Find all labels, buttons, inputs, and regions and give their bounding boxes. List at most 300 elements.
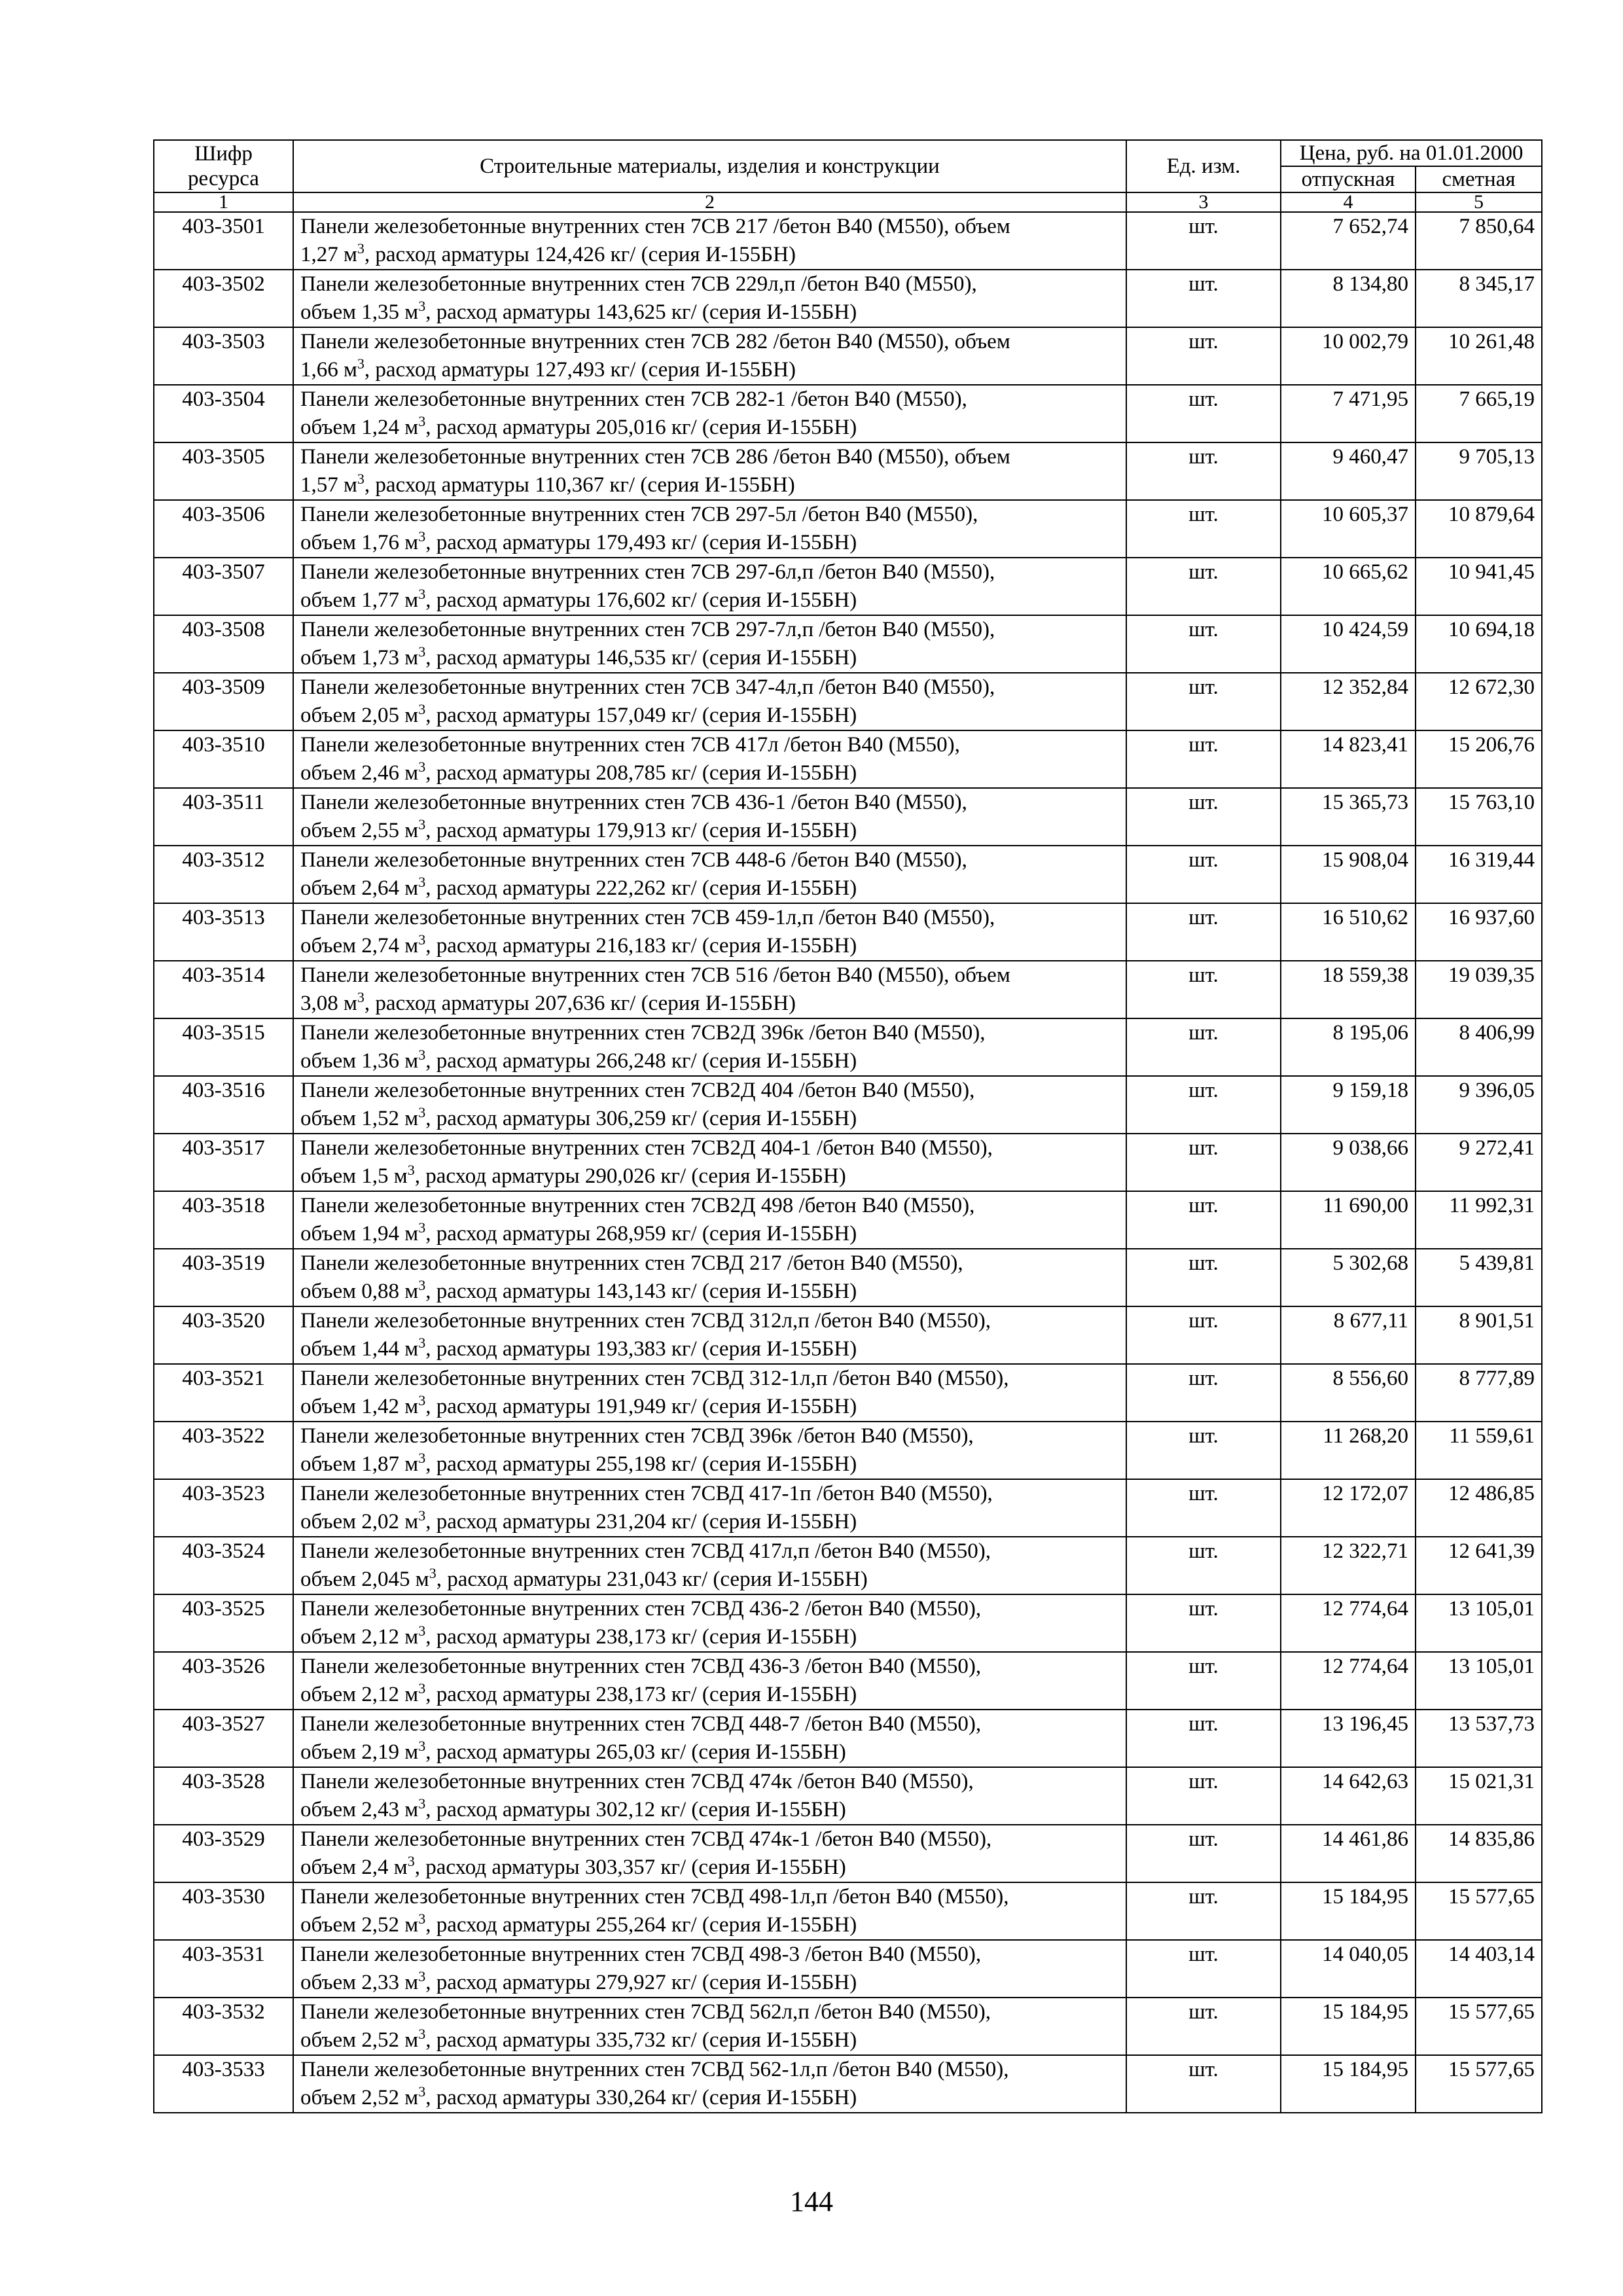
volume-text: 3,08 м [300,992,357,1015]
resource-code: 403-3503 [154,327,293,385]
estimate-price: 8 406,99 [1416,1018,1542,1076]
estimate-price: 9 272,41 [1416,1134,1542,1191]
table-row [154,1767,1542,1825]
estimate-price: 15 206,76 [1416,730,1542,788]
table-row [154,1076,1542,1134]
resource-code: 403-3529 [154,1825,293,1882]
material-description [293,615,1126,673]
reinforcement-text: , расход арматуры 238,173 кг/ (серия И-155БН) [425,1683,857,1706]
cube-superscript: 3 [357,989,365,1005]
material-description [293,1652,1126,1710]
cube-superscript: 3 [418,931,426,948]
volume-text: объем 1,44 м [300,1337,419,1361]
release-price: 8 134,80 [1281,270,1416,327]
table-row [154,788,1542,846]
description-line: Панели железобетонные внутренних стен 7СВ2Д 396к /бетон В40 (М550), [300,1021,986,1045]
unit-cell: шт. [1126,270,1281,327]
cube-superscript: 3 [418,1277,426,1293]
release-price: 12 774,64 [1281,1594,1416,1652]
resource-code: 403-3507 [154,558,293,615]
table-row [154,1191,1542,1249]
table-row [154,212,1542,270]
cube-superscript: 3 [418,1392,426,1408]
table-row [154,1306,1542,1364]
reinforcement-text: , расход арматуры 302,12 кг/ (серия И-155БН) [425,1798,846,1821]
unit-cell: шт. [1126,1710,1281,1767]
description-line: Панели железобетонные внутренних стен 7СВД 498-3 /бетон В40 (М550), [300,1943,982,1966]
table-row [154,500,1542,558]
resource-code: 403-3515 [154,1018,293,1076]
header-code: Шифр ресурса [154,140,293,192]
reinforcement-text: , расход арматуры 124,426 кг/ (серия И-155БН) [364,243,796,266]
material-description [293,2055,1126,2113]
reinforcement-text: , расход арматуры 303,357 кг/ (серия И-155БН) [414,1856,846,1879]
table-row [154,1479,1542,1537]
volume-text: объем 1,35 м [300,300,419,324]
reinforcement-text: , расход арматуры 208,785 кг/ (серия И-155БН) [425,761,857,785]
cube-superscript: 3 [418,586,426,602]
volume-text: 1,57 м [300,473,357,497]
release-price: 12 172,07 [1281,1479,1416,1537]
cube-superscript: 3 [418,1047,426,1063]
resource-code: 403-3516 [154,1076,293,1134]
cube-superscript: 3 [418,1104,426,1121]
estimate-price: 14 835,86 [1416,1825,1542,1882]
column-number: 2 [293,192,1126,212]
release-price: 7 652,74 [1281,212,1416,270]
reinforcement-text: , расход арматуры 127,493 кг/ (серия И-155БН) [364,358,796,382]
resource-code: 403-3517 [154,1134,293,1191]
table-row [154,1594,1542,1652]
table-row [154,1537,1542,1594]
header-estimate: сметная [1416,166,1542,192]
resource-code: 403-3532 [154,1998,293,2055]
description-line: Панели железобетонные внутренних стен 7СВ 229л,п /бетон В40 (М550), [300,272,977,296]
release-price: 11 690,00 [1281,1191,1416,1249]
resource-code: 403-3530 [154,1882,293,1940]
reinforcement-text: , расход арматуры 330,264 кг/ (серия И-155БН) [425,2086,857,2109]
resource-code: 403-3523 [154,1479,293,1537]
reinforcement-text: , расход арматуры 335,732 кг/ (серия И-155БН) [425,2028,857,2052]
unit-cell: шт. [1126,558,1281,615]
material-description [293,1882,1126,1940]
description-line: Панели железобетонные внутренних стен 7СВД 474к /бетон В40 (М550), [300,1770,974,1793]
description-line: Панели железобетонные внутренних стен 7СВД 396к /бетон В40 (М550), [300,1424,974,1448]
release-price: 14 642,63 [1281,1767,1416,1825]
material-description [293,1940,1126,1998]
estimate-price: 15 577,65 [1416,2055,1542,2113]
estimate-price: 14 403,14 [1416,1940,1542,1998]
release-price: 9 038,66 [1281,1134,1416,1191]
cube-superscript: 3 [418,413,426,429]
table-row [154,903,1542,961]
description-line: Панели железобетонные внутренних стен 7СВ 217 /бетон В40 (М550), объем [300,215,1010,238]
description-line: Панели железобетонные внутренних стен 7СВД 312л,п /бетон В40 (М550), [300,1309,991,1333]
material-description [293,442,1126,500]
estimate-price: 13 105,01 [1416,1594,1542,1652]
reinforcement-text: , расход арматуры 268,959 кг/ (серия И-155БН) [425,1222,857,1246]
release-price: 10 605,37 [1281,500,1416,558]
unit-cell: шт. [1126,212,1281,270]
estimate-price: 15 577,65 [1416,1882,1542,1940]
reinforcement-text: , расход арматуры 205,016 кг/ (серия И-155БН) [425,416,857,439]
volume-text: объем 2,52 м [300,1913,419,1937]
reinforcement-text: , расход арматуры 255,264 кг/ (серия И-155БН) [425,1913,857,1937]
resource-code: 403-3505 [154,442,293,500]
cube-superscript: 3 [418,2026,426,2042]
resource-code: 403-3520 [154,1306,293,1364]
cube-superscript: 3 [418,1738,426,1754]
resource-code: 403-3527 [154,1710,293,1767]
material-description [293,1076,1126,1134]
resource-code: 403-3521 [154,1364,293,1422]
unit-cell: шт. [1126,1191,1281,1249]
resource-code: 403-3524 [154,1537,293,1594]
reinforcement-text: , расход арматуры 207,636 кг/ (серия И-155БН) [364,992,796,1015]
volume-text: объем 2,02 м [300,1510,419,1534]
volume-text: объем 2,4 м [300,1856,408,1879]
unit-cell: шт. [1126,1940,1281,1998]
reinforcement-text: , расход арматуры 143,143 кг/ (серия И-155БН) [425,1280,857,1303]
description-line: Панели железобетонные внутренних стен 7СВ 448-6 /бетон В40 (М550), [300,848,967,872]
material-description [293,212,1126,270]
material-description [293,673,1126,730]
description-line: Панели железобетонные внутренних стен 7СВД 498-1л,п /бетон В40 (М550), [300,1885,1009,1909]
header-release: отпускная [1281,166,1416,192]
reinforcement-text: , расход арматуры 231,043 кг/ (серия И-155БН) [436,1568,868,1591]
description-line: Панели железобетонные внутренних стен 7СВ 436-1 /бетон В40 (М550), [300,791,967,814]
material-description [293,385,1126,442]
release-price: 10 002,79 [1281,327,1416,385]
cube-superscript: 3 [407,1162,415,1178]
description-line: Панели железобетонные внутренних стен 7СВД 448-7 /бетон В40 (М550), [300,1712,982,1736]
release-price: 12 322,71 [1281,1537,1416,1594]
material-description [293,1249,1126,1306]
description-line: Панели железобетонные внутренних стен 7СВД 562-1л,п /бетон В40 (М550), [300,2058,1009,2081]
release-price: 13 196,45 [1281,1710,1416,1767]
reinforcement-text: , расход арматуры 279,927 кг/ (серия И-155БН) [425,1971,857,1994]
table-row [154,1249,1542,1306]
release-price: 16 510,62 [1281,903,1416,961]
table-row [154,558,1542,615]
estimate-price: 16 319,44 [1416,846,1542,903]
material-description [293,558,1126,615]
description-line: Панели железобетонные внутренних стен 7СВД 217 /бетон В40 (М550), [300,1251,963,1275]
material-description [293,1191,1126,1249]
resource-code: 403-3509 [154,673,293,730]
unit-cell: шт. [1126,500,1281,558]
volume-text: объем 1,77 м [300,588,419,612]
table-header [154,140,1542,212]
reinforcement-text: , расход арматуры 193,383 кг/ (серия И-155БН) [425,1337,857,1361]
table-row [154,615,1542,673]
release-price: 11 268,20 [1281,1422,1416,1479]
resource-code: 403-3504 [154,385,293,442]
reinforcement-text: , расход арматуры 179,493 кг/ (серия И-155БН) [425,531,857,554]
description-line: Панели железобетонные внутренних стен 7СВ 282 /бетон В40 (М550), объем [300,330,1010,353]
description-line: Панели железобетонные внутренних стен 7СВД 436-2 /бетон В40 (М550), [300,1597,982,1621]
table-row [154,442,1542,500]
description-line: Панели железобетонные внутренних стен 7СВД 417л,п /бетон В40 (М550), [300,1539,991,1563]
reinforcement-text: , расход арматуры 146,535 кг/ (серия И-155БН) [425,646,857,670]
unit-cell: шт. [1126,1364,1281,1422]
page-number: 144 [790,2185,833,2217]
material-description [293,788,1126,846]
unit-cell: шт. [1126,1018,1281,1076]
table-row [154,1652,1542,1710]
table-row [154,385,1542,442]
table-row [154,1018,1542,1076]
reinforcement-text: , расход арматуры 216,183 кг/ (серия И-155БН) [425,934,857,958]
unit-cell: шт. [1126,1306,1281,1364]
table-row [154,270,1542,327]
unit-cell: шт. [1126,1134,1281,1191]
estimate-price: 13 537,73 [1416,1710,1542,1767]
release-price: 15 184,95 [1281,2055,1416,2113]
volume-text: объем 2,52 м [300,2028,419,2052]
description-line: Панели железобетонные внутренних стен 7СВ2Д 404-1 /бетон В40 (М550), [300,1136,993,1160]
volume-text: объем 2,43 м [300,1798,419,1821]
material-description [293,1018,1126,1076]
volume-text: объем 2,12 м [300,1683,419,1706]
column-number: 4 [1281,192,1416,212]
description-line: Панели железобетонные внутренних стен 7СВД 312-1л,п /бетон В40 (М550), [300,1367,1009,1390]
description-line: Панели железобетонные внутренних стен 7СВ 286 /бетон В40 (М550), объем [300,445,1010,469]
estimate-price: 10 261,48 [1416,327,1542,385]
estimate-price: 10 941,45 [1416,558,1542,615]
reinforcement-text: , расход арматуры 290,026 кг/ (серия И-155БН) [414,1164,846,1188]
unit-cell: шт. [1126,846,1281,903]
material-description [293,903,1126,961]
cube-superscript: 3 [418,528,426,545]
column-number: 3 [1126,192,1281,212]
cube-superscript: 3 [418,1219,426,1236]
release-price: 18 559,38 [1281,961,1416,1018]
reinforcement-text: , расход арматуры 143,625 кг/ (серия И-155БН) [425,300,857,324]
unit-cell: шт. [1126,788,1281,846]
estimate-price: 11 559,61 [1416,1422,1542,1479]
unit-cell: шт. [1126,385,1281,442]
estimate-price: 9 705,13 [1416,442,1542,500]
reinforcement-text: , расход арматуры 306,259 кг/ (серия И-155БН) [425,1107,857,1130]
resource-code: 403-3510 [154,730,293,788]
header-price: Цена, руб. на 01.01.2000 [1281,140,1542,166]
volume-text: объем 2,12 м [300,1625,419,1649]
release-price: 7 471,95 [1281,385,1416,442]
description-line: Панели железобетонные внутренних стен 7СВ2Д 404 /бетон В40 (М550), [300,1079,975,1102]
description-line: Панели железобетонные внутренних стен 7СВ2Д 498 /бетон В40 (М550), [300,1194,975,1217]
price-table [153,139,1543,2113]
resource-code: 403-3514 [154,961,293,1018]
volume-text: объем 2,19 м [300,1740,419,1764]
volume-text: 1,66 м [300,358,357,382]
estimate-price: 12 672,30 [1416,673,1542,730]
estimate-price: 19 039,35 [1416,961,1542,1018]
estimate-price: 9 396,05 [1416,1076,1542,1134]
resource-code: 403-3518 [154,1191,293,1249]
unit-cell: шт. [1126,730,1281,788]
cube-superscript: 3 [418,1910,426,1927]
volume-text: объем 2,74 м [300,934,419,958]
volume-text: объем 1,24 м [300,416,419,439]
estimate-price: 8 345,17 [1416,270,1542,327]
release-price: 10 424,59 [1281,615,1416,673]
release-price: 15 184,95 [1281,1882,1416,1940]
reinforcement-text: , расход арматуры 238,173 кг/ (серия И-155БН) [425,1625,857,1649]
material-description [293,1594,1126,1652]
cube-superscript: 3 [418,1450,426,1466]
material-description [293,1825,1126,1882]
material-description [293,1479,1126,1537]
cube-superscript: 3 [418,2083,426,2100]
header-unit: Ед. изм. [1126,140,1281,192]
cube-superscript: 3 [418,1507,426,1524]
description-line: Панели железобетонные внутренних стен 7СВ 459-1л,п /бетон В40 (М550), [300,906,995,929]
volume-text: объем 2,52 м [300,2086,419,2109]
description-line: Панели железобетонные внутренних стен 7СВ 347-4л,п /бетон В40 (М550), [300,675,995,699]
material-description [293,1306,1126,1364]
volume-text: объем 2,55 м [300,819,419,842]
table-row [154,1134,1542,1191]
description-line: Панели железобетонные внутренних стен 7СВД 417-1п /бетон В40 (М550), [300,1482,993,1505]
estimate-price: 8 901,51 [1416,1306,1542,1364]
reinforcement-text: , расход арматуры 265,03 кг/ (серия И-155БН) [425,1740,846,1764]
material-description [293,1537,1126,1594]
volume-text: объем 1,94 м [300,1222,419,1246]
column-number: 1 [154,192,293,212]
release-price: 9 460,47 [1281,442,1416,500]
cube-superscript: 3 [418,1795,426,1812]
reinforcement-text: , расход арматуры 176,602 кг/ (серия И-155БН) [425,588,857,612]
reinforcement-text: , расход арматуры 266,248 кг/ (серия И-155БН) [425,1049,857,1073]
cube-superscript: 3 [418,701,426,717]
cube-superscript: 3 [418,643,426,660]
cube-superscript: 3 [357,355,365,372]
description-line: Панели железобетонные внутренних стен 7СВ 297-6л,п /бетон В40 (М550), [300,560,995,584]
description-line: Панели железобетонные внутренних стен 7СВ 297-7л,п /бетон В40 (М550), [300,618,995,641]
volume-text: объем 2,64 м [300,876,419,900]
description-line: Панели железобетонные внутренних стен 7СВ 516 /бетон В40 (М550), объем [300,963,1010,987]
resource-code: 403-3502 [154,270,293,327]
unit-cell: шт. [1126,1998,1281,2055]
table-row [154,846,1542,903]
estimate-price: 10 879,64 [1416,500,1542,558]
table-row [154,327,1542,385]
resource-code: 403-3512 [154,846,293,903]
table-row [154,673,1542,730]
resource-code: 403-3519 [154,1249,293,1306]
estimate-price: 16 937,60 [1416,903,1542,961]
reinforcement-text: , расход арматуры 255,198 кг/ (серия И-155БН) [425,1452,857,1476]
cube-superscript: 3 [407,1853,415,1869]
description-line: Панели железобетонные внутренних стен 7СВ 417л /бетон В40 (М550), [300,733,960,757]
release-price: 9 159,18 [1281,1076,1416,1134]
cube-superscript: 3 [357,471,365,487]
release-price: 8 556,60 [1281,1364,1416,1422]
release-price: 14 040,05 [1281,1940,1416,1998]
material-description [293,1364,1126,1422]
volume-text: 1,27 м [300,243,357,266]
cube-superscript: 3 [418,1680,426,1696]
estimate-price: 5 439,81 [1416,1249,1542,1306]
volume-text: объем 2,46 м [300,761,419,785]
estimate-price: 15 021,31 [1416,1767,1542,1825]
release-price: 14 461,86 [1281,1825,1416,1882]
unit-cell: шт. [1126,1825,1281,1882]
estimate-price: 11 992,31 [1416,1191,1542,1249]
cube-superscript: 3 [418,298,426,314]
table-row [154,1940,1542,1998]
table-row [154,961,1542,1018]
resource-code: 403-3531 [154,1940,293,1998]
estimate-price: 15 763,10 [1416,788,1542,846]
estimate-price: 15 577,65 [1416,1998,1542,2055]
description-line: Панели железобетонные внутренних стен 7СВ 282-1 /бетон В40 (М550), [300,387,967,411]
volume-text: объем 2,33 м [300,1971,419,1994]
table-row [154,1882,1542,1940]
release-price: 14 823,41 [1281,730,1416,788]
unit-cell: шт. [1126,1076,1281,1134]
release-price: 8 677,11 [1281,1306,1416,1364]
reinforcement-text: , расход арматуры 231,204 кг/ (серия И-155БН) [425,1510,857,1534]
resource-code: 403-3533 [154,2055,293,2113]
estimate-price: 7 665,19 [1416,385,1542,442]
reinforcement-text: , расход арматуры 179,913 кг/ (серия И-155БН) [425,819,857,842]
volume-text: объем 1,42 м [300,1395,419,1418]
estimate-price: 12 486,85 [1416,1479,1542,1537]
unit-cell: шт. [1126,327,1281,385]
volume-text: объем 1,76 м [300,531,419,554]
estimate-price: 13 105,01 [1416,1652,1542,1710]
release-price: 15 365,73 [1281,788,1416,846]
material-description [293,270,1126,327]
table-row [154,1422,1542,1479]
volume-text: объем 1,52 м [300,1107,419,1130]
table-row [154,1825,1542,1882]
table-row [154,1998,1542,2055]
resource-code: 403-3506 [154,500,293,558]
material-description [293,500,1126,558]
cube-superscript: 3 [418,1623,426,1639]
resource-code: 403-3522 [154,1422,293,1479]
release-price: 15 908,04 [1281,846,1416,903]
volume-text: объем 1,5 м [300,1164,408,1188]
column-number: 5 [1416,192,1542,212]
cube-superscript: 3 [418,1335,426,1351]
column-numbers-row [154,192,1542,212]
unit-cell: шт. [1126,442,1281,500]
description-line: Панели железобетонные внутренних стен 7СВД 474к-1 /бетон В40 (М550), [300,1827,992,1851]
material-description [293,1422,1126,1479]
header-name: Строительные материалы, изделия и конструкции [293,140,1126,192]
table-row [154,1364,1542,1422]
resource-code: 403-3501 [154,212,293,270]
estimate-price: 12 641,39 [1416,1537,1542,1594]
reinforcement-text: , расход арматуры 157,049 кг/ (серия И-155БН) [425,704,857,727]
estimate-price: 8 777,89 [1416,1364,1542,1422]
estimate-price: 10 694,18 [1416,615,1542,673]
volume-text: объем 1,73 м [300,646,419,670]
material-description [293,1710,1126,1767]
volume-text: объем 1,87 м [300,1452,419,1476]
reinforcement-text: , расход арматуры 110,367 кг/ (серия И-155БН) [364,473,795,497]
volume-text: объем 1,36 м [300,1049,419,1073]
unit-cell: шт. [1126,1479,1281,1537]
release-price: 8 195,06 [1281,1018,1416,1076]
material-description [293,1767,1126,1825]
table-row [154,730,1542,788]
release-price: 5 302,68 [1281,1249,1416,1306]
